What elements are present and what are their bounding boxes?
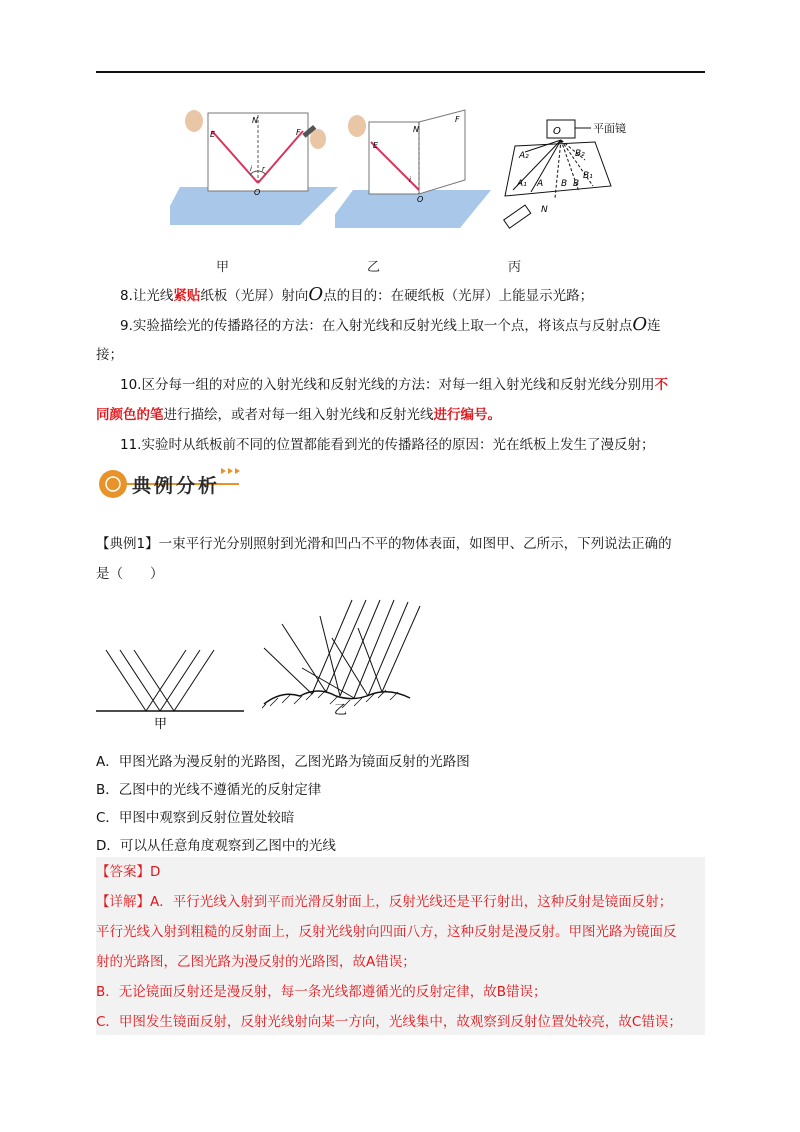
example-question-line2: 是（ ） xyxy=(96,566,164,582)
table-surface xyxy=(335,190,491,228)
label-mirror: 平面镜 xyxy=(593,122,626,135)
figure-label-jia: 甲 xyxy=(154,717,168,730)
item-9-point-o: O xyxy=(632,314,648,335)
label-o: O xyxy=(254,188,261,197)
flashlight-icon xyxy=(504,205,531,228)
item-8-post: 点的目的：在硬纸板（光屏）上能显示光路； xyxy=(323,288,594,304)
plane-mirror xyxy=(547,120,575,138)
caption-jia: 甲 xyxy=(216,260,230,275)
item-10-highlight-3: 进行编号。 xyxy=(433,407,501,423)
item-10-highlight-1: 不 xyxy=(654,377,668,393)
item-9-post: 连 xyxy=(647,318,661,334)
item-9-pre: 9.实验描绘光的传播路径的方法：在入射光线和反射光线上取一个点，将该点与反射点 xyxy=(120,318,633,334)
example-question-line1: 【典例1】一束平行光分别照射到光滑和凹凸不平的物体表面，如图甲、乙所示，下列说法正确的 xyxy=(96,536,672,552)
figure-label-yi: 乙 xyxy=(334,703,348,718)
caption-bing: 丙 xyxy=(508,260,522,275)
answer-detail-3: 射的光路图，乙图光路为漫反射的光路图，故A错误； xyxy=(96,954,416,970)
option-a[interactable]: A．甲图光路为漫反射的光路图，乙图光路为镜面反射的光路图 xyxy=(96,754,470,770)
option-c[interactable]: C．甲图中观察到反射位置处较暗 xyxy=(96,810,295,826)
label-n: N xyxy=(541,205,548,215)
option-b[interactable]: B．乙图中的光线不遵循光的反射定律 xyxy=(96,782,322,798)
item-10-mid: 进行描绘，或者对每一组入射光线和反射光线 xyxy=(163,407,434,423)
banner-title: 典例分析 xyxy=(132,475,221,497)
label-a: A xyxy=(537,179,544,189)
label-r: r xyxy=(262,165,265,173)
item-8-pre: 8.让光线 xyxy=(120,288,174,304)
hand-icon xyxy=(185,110,203,132)
item-10-pre: 10.区分每一组的对应的入射光线和反射光线的方法：对每一组入射光线和反射光线分别用 xyxy=(120,377,655,393)
label-e: E xyxy=(210,130,216,139)
answer-detail-2: 平行光线入射到粗糙的反射面上，反射光线射向四面八方，这种反射是漫反射。甲图光路为镜面反 xyxy=(96,924,677,940)
label-o: O xyxy=(417,195,424,204)
arrow-icon xyxy=(235,468,240,474)
item-8 xyxy=(120,285,593,306)
answer-detail-1: 【详解】A．平行光线入射到平而光滑反射面上，反射光线还是平行射出，这种反射是镜面反射； xyxy=(96,894,673,910)
caption-yi: 乙 xyxy=(367,260,381,275)
item-11: 11.实验时从纸板前不同的位置都能看到光的传播路径的原因：光在纸板上发生了漫反射； xyxy=(120,437,655,453)
answer-box xyxy=(96,857,705,1035)
item-8-point-o: O xyxy=(308,284,324,305)
item-10-line2 xyxy=(96,405,501,425)
label-b: B xyxy=(573,179,580,189)
arrow-icon xyxy=(228,468,233,474)
label-b2: B₂ xyxy=(575,149,585,159)
label-b: B xyxy=(561,179,568,189)
label-n: N xyxy=(413,125,419,134)
figure-yi-folded-board xyxy=(335,108,495,238)
hand-icon xyxy=(348,115,366,137)
answer-detail-4: B．无论镜面反射还是漫反射，每一条光线都遵循光的反射定律，故B错误； xyxy=(96,984,547,1000)
item-9-line2: 接； xyxy=(96,347,123,363)
label-e: E xyxy=(373,141,379,150)
item-8-highlight: 紧贴 xyxy=(173,288,201,304)
item-10-highlight-2: 同颜色的笔 xyxy=(96,407,164,423)
item-9-line1 xyxy=(120,315,661,336)
option-d[interactable]: D．可以从任意角度观察到乙图中的光线 xyxy=(96,838,336,854)
label-o: O xyxy=(553,126,561,137)
label-a1: A₁ xyxy=(517,179,527,189)
label-a2: A₂ xyxy=(519,151,529,161)
figure-diffuse-reflection xyxy=(262,598,422,718)
answer-label: 【答案】D xyxy=(96,864,161,880)
label-f: F xyxy=(455,115,460,124)
figure-jia-laser-setup xyxy=(170,105,340,235)
label-f: F xyxy=(296,128,301,137)
label-i: i xyxy=(409,176,411,184)
header-rule xyxy=(96,71,705,73)
arrow-icon xyxy=(221,468,226,474)
banner-globe-icon xyxy=(99,470,127,498)
figure-bing-mirror-setup xyxy=(495,112,645,242)
label-n: N xyxy=(252,116,258,125)
label-b1: B₁ xyxy=(583,171,593,181)
label-i: i xyxy=(250,165,252,173)
answer-detail-5: C．甲图发生镜面反射，反射光线射向某一方向，光线集中，故观察到反射位置处较亮，故C错误； xyxy=(96,1014,682,1030)
item-8-mid: 纸板（光屏）射向 xyxy=(200,288,309,304)
item-10-line1 xyxy=(120,375,668,395)
figure-specular-reflection xyxy=(96,630,246,730)
